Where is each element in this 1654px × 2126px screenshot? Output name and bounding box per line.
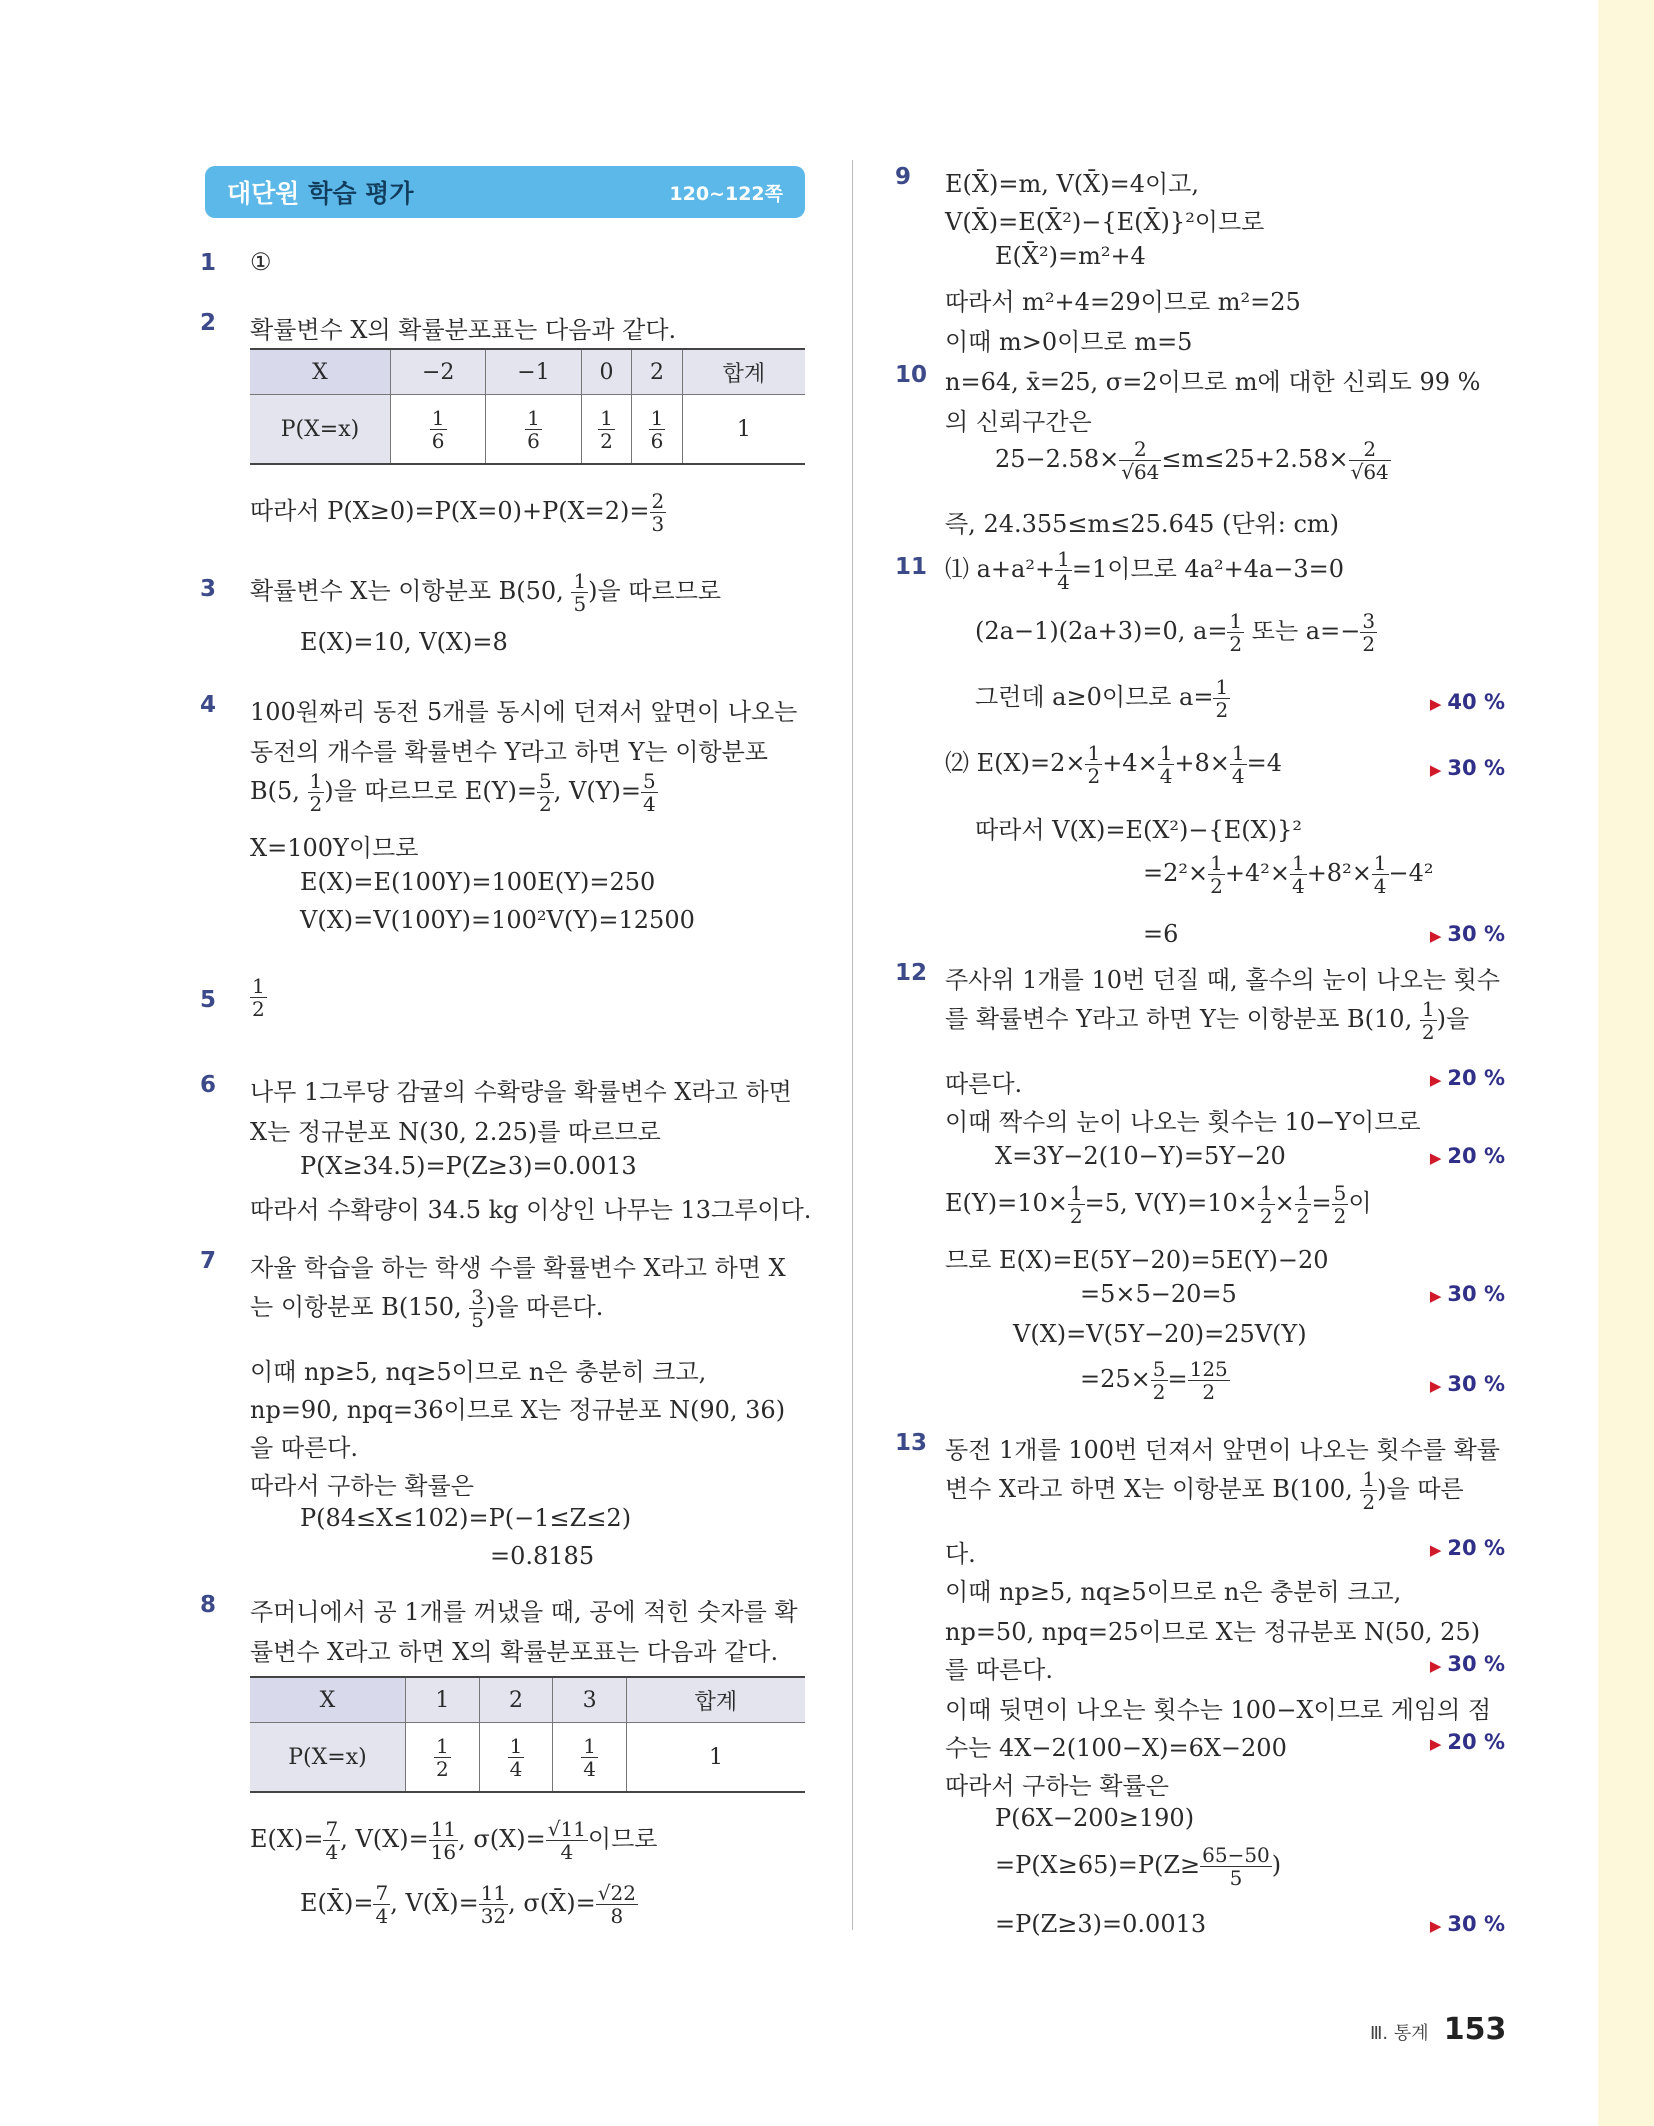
p2-result: 따라서 P(X≥0)=P(X=0)+P(X=2)= $\frac{2}{3}$ — [250, 489, 665, 536]
page-range: 120~122쪽 — [669, 182, 783, 205]
probability-table: X 1 2 3 합계 P(X=x) $\frac{1}{2}$ $\frac{1}{4}$ $\frac{1}{4}$ 1 — [250, 1676, 805, 1793]
score-badge: ▶ 30 % — [1429, 756, 1505, 780]
score-badge: ▶ 30 % — [1429, 1652, 1505, 1676]
section-header — [205, 166, 805, 218]
page-number: 153 — [1443, 2012, 1507, 2047]
score-badge: ▶ 20 % — [1429, 1730, 1505, 1754]
score-badge: ▶ 20 % — [1429, 1536, 1505, 1560]
side-margin-strip — [1598, 0, 1654, 2126]
score-badge: ▶ 30 % — [1429, 1912, 1505, 1936]
score-badge: ▶ 30 % — [1429, 1282, 1505, 1306]
probability-table: X −2 −1 0 2 합계 P(X=x) $\frac{1}{6}$ $\frac{1}{6}$ $\frac{1}{2}$ $\frac{1}{6}$ 1 — [250, 348, 805, 465]
section-title: 대단원 학습 평가 — [227, 179, 414, 208]
section-label: Ⅲ. 통계 — [1370, 2023, 1429, 2044]
score-badge: ▶ 30 % — [1429, 922, 1505, 946]
column-divider — [852, 160, 853, 1930]
score-badge: ▶ 20 % — [1429, 1144, 1505, 1168]
score-badge: ▶ 30 % — [1429, 1372, 1505, 1396]
score-badge: ▶ 20 % — [1429, 1066, 1505, 1090]
score-badge: ▶ 40 % — [1429, 690, 1505, 714]
page-footer — [1370, 2012, 1506, 2047]
